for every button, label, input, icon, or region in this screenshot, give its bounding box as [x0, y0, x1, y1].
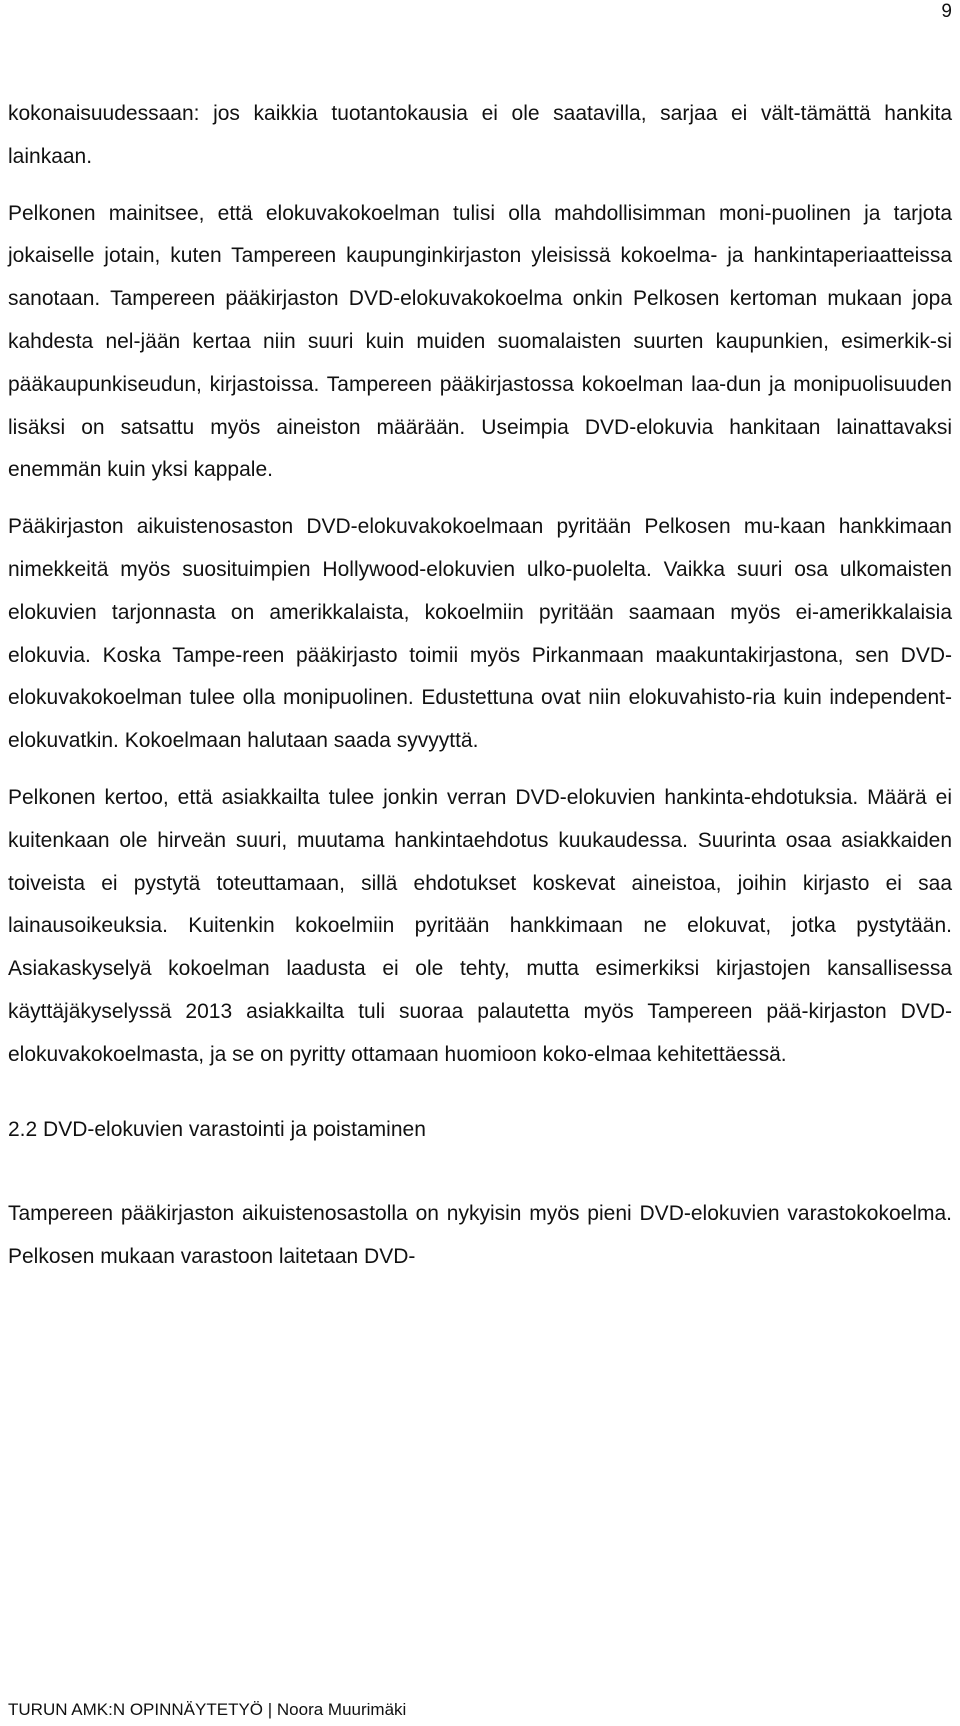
paragraph: Pelkonen mainitsee, että elokuvakokoelman tulisi olla mahdollisimman moni-puolinen ja tarjota jokaiselle jotain, kuten Tampereen kaupunginkirjaston yleisissä kokoelma- ja hankintaperiaatteissa sanotaan. Tampereen pääkirjaston DVD-elokuvakokoelma onkin Pelkosen kertoman mukaan jopa kahdesta nel-jään kertaa niin suuri kuin muiden suomalaisten suurten kaupunkien, esimerkik-si pääkaupunkiseudun, kirjastoissa. Tampereen pääkirjastossa kokoelman laa-dun ja monipuolisuuden lisäksi on satsattu myös aineiston määrään. Useimpia DVD-elokuvia hankitaan lainattavaksi enemmän kuin yksi kappale.: [8, 201, 952, 482]
paragraph: kokonaisuudessaan: jos kaikkia tuotantokausia ei ole saatavilla, sarjaa ei vält-tämättä hankita lainkaan.: [8, 102, 952, 168]
section-heading: 2.2 DVD-elokuvien varastointi ja poistaminen: [8, 1117, 426, 1141]
page-footer: TURUN AMK:N OPINNÄYTETYÖ | Noora Muurimäki: [8, 1700, 407, 1719]
paragraph: Pääkirjaston aikuistenosaston DVD-elokuvakokoelmaan pyritään Pelkosen mu-kaan hankkimaan nimekkeitä myös suosituimpien Hollywood-elokuvien ulko-puolelta. Vaikka suuri osa ulkomaisten elokuvien tarjonnasta on amerikkalaista, kokoelmiin pyritään saamaan myös ei-amerikkalaisia elokuvia. Koska Tampe-reen pääkirjasto toimii myös Pirkanmaan maakuntakirjastona, sen DVD-elokuvakokoelman tulee olla monipuolinen. Edustettuna ovat niin elokuvahisto-ria kuin independent-elokuvatkin. Kokoelmaan halutaan saada syvyyttä.: [8, 515, 952, 753]
paragraph: Tampereen pääkirjaston aikuistenosastolla on nykyisin myös pieni DVD-elokuvien varastokokoelma. Pelkosen mukaan varastoon laitetaan DVD-: [8, 1202, 952, 1269]
page-body: [8, 93, 952, 1279]
paragraph: Pelkonen kertoo, että asiakkailta tulee jonkin verran DVD-elokuvien hankinta-ehdotuksia. Määrä ei kuitenkaan ole hirveän suuri, muutama hankintaehdotus kuukaudessa. Suurinta osaa asiakkaiden toiveista ei pystytä toteuttamaan, sillä ehdotukset koskevat aineistoa, joihin kirjasto ei saa lainausoikeuksia. Kuitenkin kokoelmiin pyritään hankkimaan ne elokuvat, jotka pystytään. Asiakaskyselyä kokoelman laadusta ei ole tehty, mutta esimerkiksi kirjastojen kansallisessa käyttäjäkyselyssä 2013 asiakkailta tuli suoraa palautetta myös Tampereen pää-kirjaston DVD-elokuvakokoelmasta, ja se on pyritty ottamaan huomioon koko-elmaa kehitettäessä.: [8, 785, 952, 1066]
page-number: 9: [941, 1, 952, 22]
